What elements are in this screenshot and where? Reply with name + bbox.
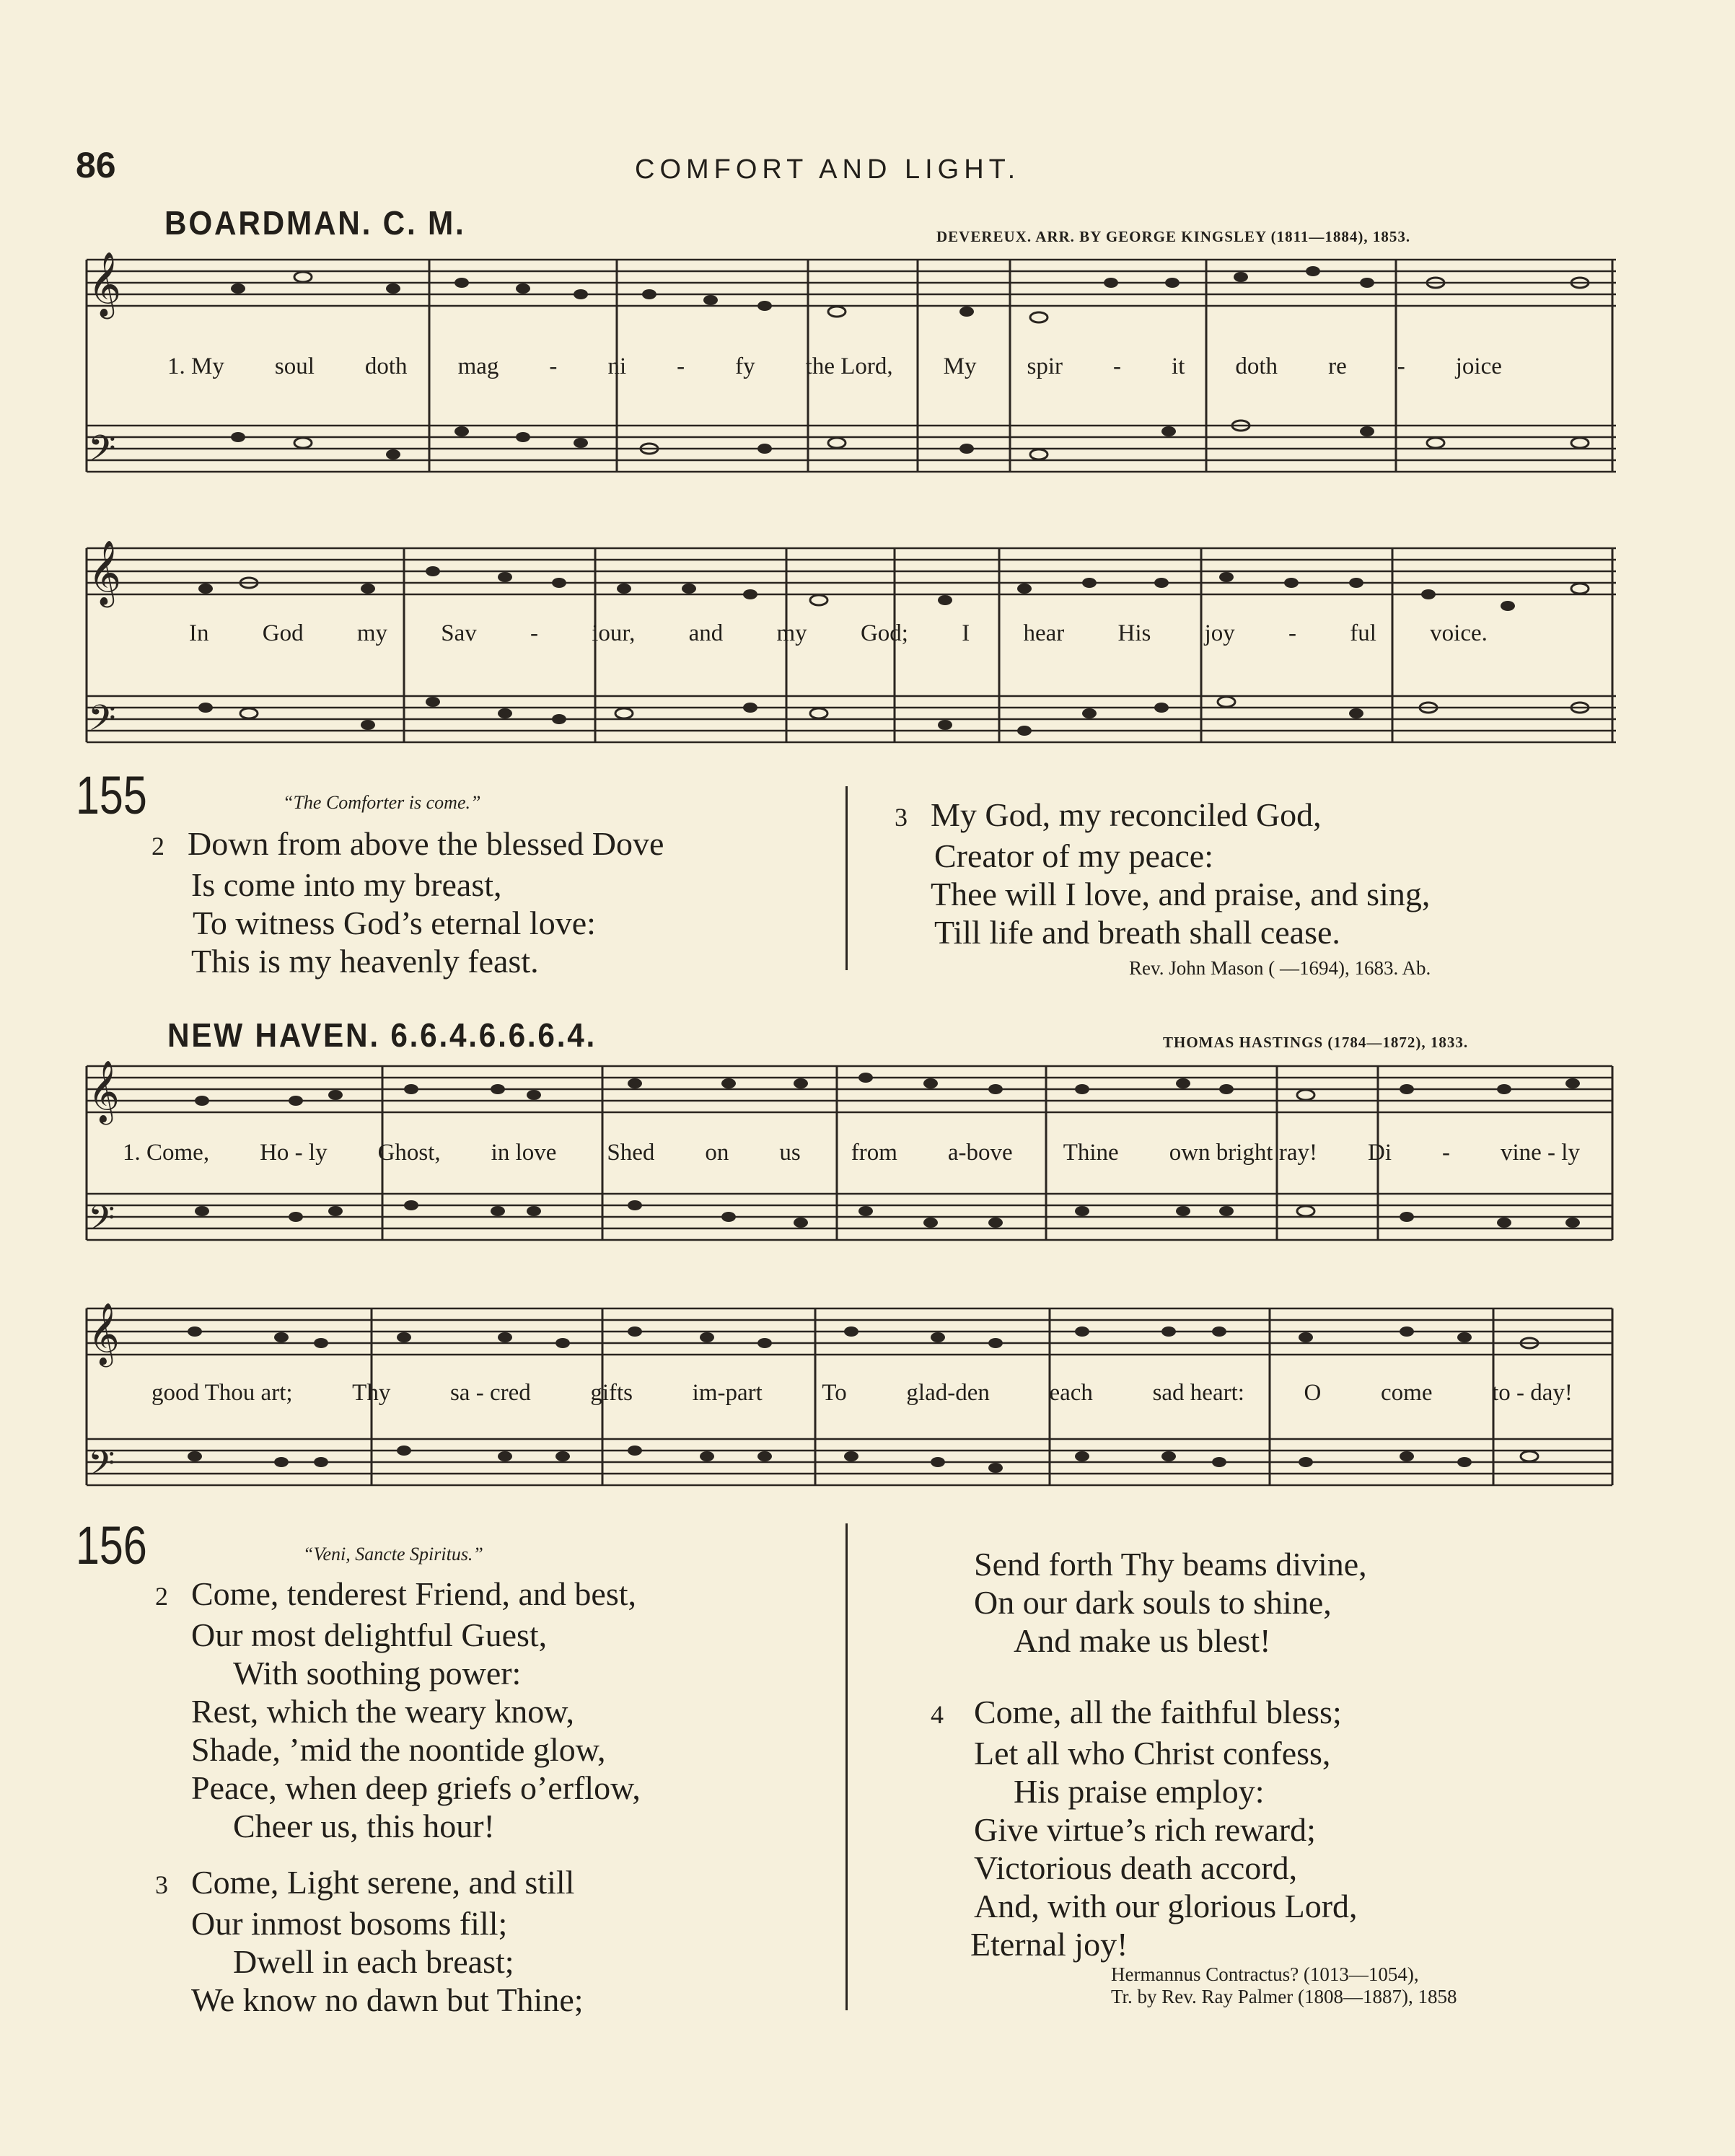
tune-name-new-haven: NEW HAVEN. 6.6.4.6.6.6.4. [167,1016,597,1054]
lyric-syllable: vine - ly [1500,1140,1580,1166]
attribution-156-line2: Tr. by Rev. Ray Palmer (1808—1887), 1858 [1111,1986,1457,2007]
stanza-line: On our dark souls to shine, [974,1584,1332,1621]
lyric-syllable: His [1117,620,1151,646]
stanza-line: Shade, ’mid the noontide glow, [191,1731,606,1768]
stanza-line: Victorious death accord, [974,1849,1298,1886]
page-number: 86 [76,145,116,185]
lyrics-line-156-2 [151,1380,1573,1407]
lyric-syllable: - [1113,353,1122,379]
lyric-syllable: on [705,1140,729,1166]
hymn-number-155: 155 [76,765,147,825]
stanza-line: Is come into my breast, [191,866,502,903]
attribution-156-line1: Hermannus Contractus? (1013—1054), [1111,1963,1419,1985]
lyric-syllable: Di [1367,1140,1392,1166]
hymn-source-156: “Veni, Sancte Spiritus.” [303,1544,483,1565]
stanza-line: To witness God’s eternal love: [193,905,596,941]
attribution-155: Rev. John Mason ( —1694), 1683. Ab. [1129,957,1431,979]
stanza-line: Come, Light serene, and still [191,1864,575,1901]
lyric-syllable: a-bove [947,1140,1013,1166]
lyric-syllable: im-part [692,1380,763,1406]
stanza-number: 4 [931,1700,944,1729]
lyric-syllable: iour, [592,620,636,646]
stanza-line: And, with our glorious Lord, [974,1888,1358,1924]
stanza-line: Eternal joy! [970,1926,1128,1963]
lyric-syllable: ful [1350,620,1376,646]
lyric-syllable: soul [274,353,315,379]
stanza-line: His praise employ: [1014,1773,1265,1810]
lyric-syllable: and [688,620,724,646]
svg-text:𝄞: 𝄞 [88,540,122,605]
lyric-syllable: doth [1235,353,1278,379]
lyric-syllable: sa - cred [449,1380,531,1406]
lyric-syllable: joy [1204,620,1235,646]
stanza-line: With soothing power: [233,1655,522,1691]
lyric-syllable: Sav [441,620,477,646]
lyric-syllable: - [530,620,539,646]
lyric-syllable: - [1397,353,1405,379]
lyric-syllable: God [262,620,304,646]
lyric-syllable: I [962,620,970,646]
lyric-syllable: own bright ray! [1169,1140,1317,1166]
lyric-syllable: Ghost, [377,1140,441,1166]
stanza-line: Send forth Thy beams divine, [974,1546,1367,1583]
stanza-156-4 [931,1693,1358,1963]
lyric-syllable: Thine [1063,1140,1119,1166]
stanza-number: 3 [895,803,908,832]
stanza-line: Thee will I love, and praise, and sing, [931,876,1431,912]
svg-text:𝄞: 𝄞 [88,1303,120,1365]
lyric-syllable: joice [1455,353,1502,379]
hymn-source-155: “The Comforter is come.” [283,792,481,813]
lyric-syllable: from [851,1140,897,1166]
lyric-syllable: fy [735,353,755,379]
svg-text:𝄢: 𝄢 [88,428,116,478]
running-head: COMFORT AND LIGHT. [635,154,1021,185]
lyric-syllable: Thy [352,1380,391,1406]
stanza-line: Let all who Christ confess, [974,1735,1331,1772]
lyric-syllable: - [1441,1140,1450,1166]
stanza-line: Come, all the faithful bless; [974,1694,1342,1730]
stanza-line: Peace, when deep griefs o’erflow, [191,1769,641,1806]
lyric-syllable: good Thou art; [151,1380,293,1406]
stanza-number: 3 [155,1870,168,1899]
composer-credit-156: THOMAS HASTINGS (1784—1872), 1833. [1163,1034,1469,1051]
lyric-syllable: - [549,353,558,379]
stanza-line: Our most delightful Guest, [191,1616,548,1653]
lyric-syllable: Ho - ly [260,1140,328,1166]
lyric-syllable: doth [364,353,408,379]
stanza-line: Dwell in each breast; [233,1943,514,1980]
lyric-syllable: To [822,1380,847,1406]
lyric-syllable: hear [1023,620,1065,646]
stanza-156-3-continued [974,1545,1367,1660]
stanza-line: This is my heavenly feast. [191,943,539,980]
lyric-syllable: glad-den [906,1380,990,1406]
lyric-syllable: My [943,353,977,379]
composer-credit-155: DEVEREUX. ARR. BY GEORGE KINGSLEY (1811—1884), 1853. [936,228,1411,245]
lyric-syllable: it [1172,353,1185,379]
lyric-syllable: O [1304,1380,1322,1406]
lyric-syllable: In [189,620,209,646]
stanza-number: 2 [155,1582,168,1611]
svg-text:𝄢: 𝄢 [88,1443,115,1492]
stanza-line: Till life and breath shall cease. [934,914,1340,951]
lyric-syllable: my [356,620,388,646]
svg-text:𝄞: 𝄞 [88,1060,120,1122]
svg-text:𝄢: 𝄢 [88,1197,115,1246]
svg-text:𝄞: 𝄞 [88,252,122,317]
lyric-syllable: spir [1027,353,1063,379]
lyric-syllable: in love [491,1140,557,1166]
stanza-line: Rest, which the weary know, [191,1693,574,1730]
stanza-156-3 [155,1863,584,2019]
lyric-syllable: my [776,620,807,646]
stanza-156-2 [155,1575,641,1845]
lyric-syllable: to - day! [1492,1380,1573,1406]
lyric-syllable: - [1288,620,1296,646]
stanza-number: 2 [151,832,164,861]
hymn-number-156: 156 [76,1515,147,1575]
column-divider [845,1523,848,2010]
lyric-syllable: us [779,1140,801,1166]
lyric-syllable: 1. Come, [123,1140,210,1166]
lyric-syllable: gifts [590,1380,633,1406]
stanza-line: My God, my reconciled God, [931,796,1322,833]
stanza-line: Creator of my peace: [934,837,1213,874]
lyric-syllable: Shed [607,1140,655,1166]
stanza-line: Cheer us, this hour! [233,1808,495,1844]
lyrics-line-156-1 [123,1140,1580,1166]
tune-name-boardman: BOARDMAN. C. M. [164,204,466,242]
lyric-syllable: re [1328,353,1347,379]
lyric-syllable: come [1381,1380,1433,1406]
stanza-line: Come, tenderest Friend, and best, [191,1575,637,1612]
svg-text:𝄢: 𝄢 [88,698,116,748]
lyric-syllable: sad heart: [1152,1380,1244,1406]
stanza-line: We know no dawn but Thine; [191,1981,584,2018]
lyric-syllable: God; [860,620,908,646]
lyric-syllable: voice. [1430,620,1488,646]
lyric-syllable: mag [457,353,499,379]
lyric-syllable: - [677,353,685,379]
lyric-syllable: each [1049,1380,1093,1406]
stanza-line: Our inmost bosoms fill; [191,1905,508,1942]
stanza-line: And make us blest! [1014,1622,1271,1659]
lyric-syllable: ni [607,353,627,379]
stanza-line: Down from above the blessed Dove [188,825,664,862]
stanza-line: Give virtue’s rich reward; [974,1811,1316,1848]
lyric-syllable: the Lord, [805,353,893,379]
lyric-syllable: 1. My [167,353,224,379]
